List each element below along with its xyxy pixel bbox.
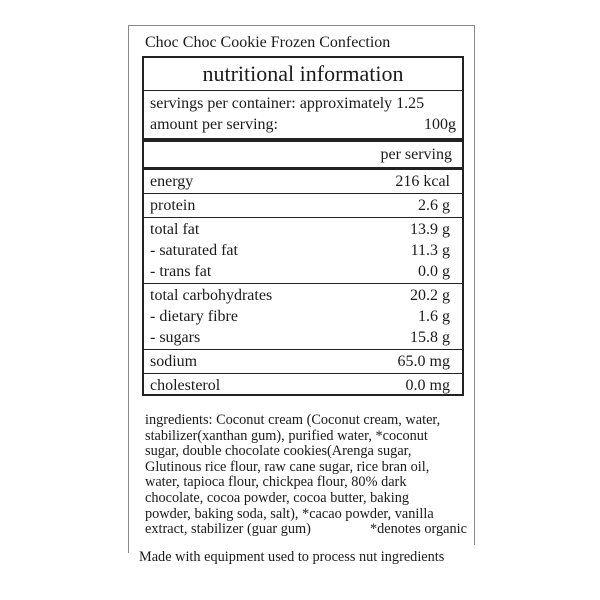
- organic-note: *denotes organic: [369, 521, 467, 538]
- nutrient-row: [144, 240, 462, 261]
- fat-group: [144, 218, 462, 284]
- ingredients-block: [145, 413, 467, 538]
- nutrient-label: energy: [150, 173, 194, 190]
- panel-title: nutritional information: [144, 58, 462, 91]
- amount-row: [144, 114, 462, 135]
- nutrient-row: [144, 351, 462, 372]
- per-serving-header: per serving: [380, 146, 452, 163]
- nutrient-label: sodium: [150, 353, 198, 370]
- energy-group: [144, 170, 462, 194]
- amount-value: 100g: [424, 116, 456, 133]
- carbohydrate-group: [144, 284, 462, 350]
- frame-top-line: [128, 25, 475, 26]
- ingredients-last-line: [145, 522, 467, 538]
- nutrient-value: 2.6 g: [418, 197, 450, 214]
- per-serving-header-row: [144, 142, 462, 170]
- nutrient-value: 13.9 g: [410, 221, 450, 238]
- nutrient-value: 65.0 mg: [397, 353, 450, 370]
- nutrient-value: 15.8 g: [410, 329, 450, 346]
- nutrient-value: 0.0 mg: [405, 377, 450, 394]
- amount-label: amount per serving:: [150, 116, 278, 133]
- product-name: Choc Choc Cookie Frozen Confection: [145, 34, 391, 51]
- nutrient-label: total fat: [150, 221, 200, 238]
- nutrient-row: [144, 285, 462, 306]
- nutrient-label: - dietary fibre: [150, 308, 238, 325]
- nutrient-label: - sugars: [150, 329, 201, 346]
- nutrient-label: total carbohydrates: [150, 287, 273, 304]
- nutrient-label: - trans fat: [150, 263, 212, 280]
- ingredients-last-line-left: extract, stabilizer (guar gum): [145, 521, 311, 538]
- nutrient-label: protein: [150, 197, 196, 214]
- nutrient-label: cholesterol: [150, 377, 221, 394]
- frame-right-line: [474, 25, 475, 545]
- ingredients-text: ingredients: Coconut cream (Coconut cream, water, stabilizer(xanthan gum), purified water, *coconut sugar, double chocolate cookies(Arenga sugar, Glutinous rice flour, raw cane sugar, rice bran oil, water, tapioca flour, chickpea flour, 80% dark chocolate, cocoa powder, cocoa butter, baking powder, baking soda, salt), *cacao powder, vanilla: [145, 412, 441, 522]
- nutrient-row: [144, 219, 462, 240]
- nutrient-label: - saturated fat: [150, 242, 238, 259]
- nutrient-row: [144, 261, 462, 282]
- nutrient-value: 216 kcal: [395, 173, 450, 190]
- nutrient-row: [144, 375, 462, 396]
- servings-label: servings per container: approximately 1.25: [150, 95, 425, 112]
- servings-row: [144, 93, 462, 114]
- nutrient-row: [144, 327, 462, 348]
- protein-group: [144, 194, 462, 218]
- servings-block: [144, 91, 462, 142]
- frame-left-line: [128, 25, 129, 553]
- nutrition-panel: [142, 56, 464, 396]
- nutrient-value: 0.0 g: [418, 263, 450, 280]
- nutrient-row: [144, 171, 462, 192]
- nutrient-value: 11.3 g: [410, 242, 450, 259]
- nutrient-row: [144, 306, 462, 327]
- allergen-note: Made with equipment used to process nut ingredients: [139, 549, 445, 565]
- nutrient-value: 1.6 g: [418, 308, 450, 325]
- sodium-group: [144, 350, 462, 374]
- nutrient-row: [144, 195, 462, 216]
- nutrient-value: 20.2 g: [410, 287, 450, 304]
- cholesterol-group: [144, 374, 462, 397]
